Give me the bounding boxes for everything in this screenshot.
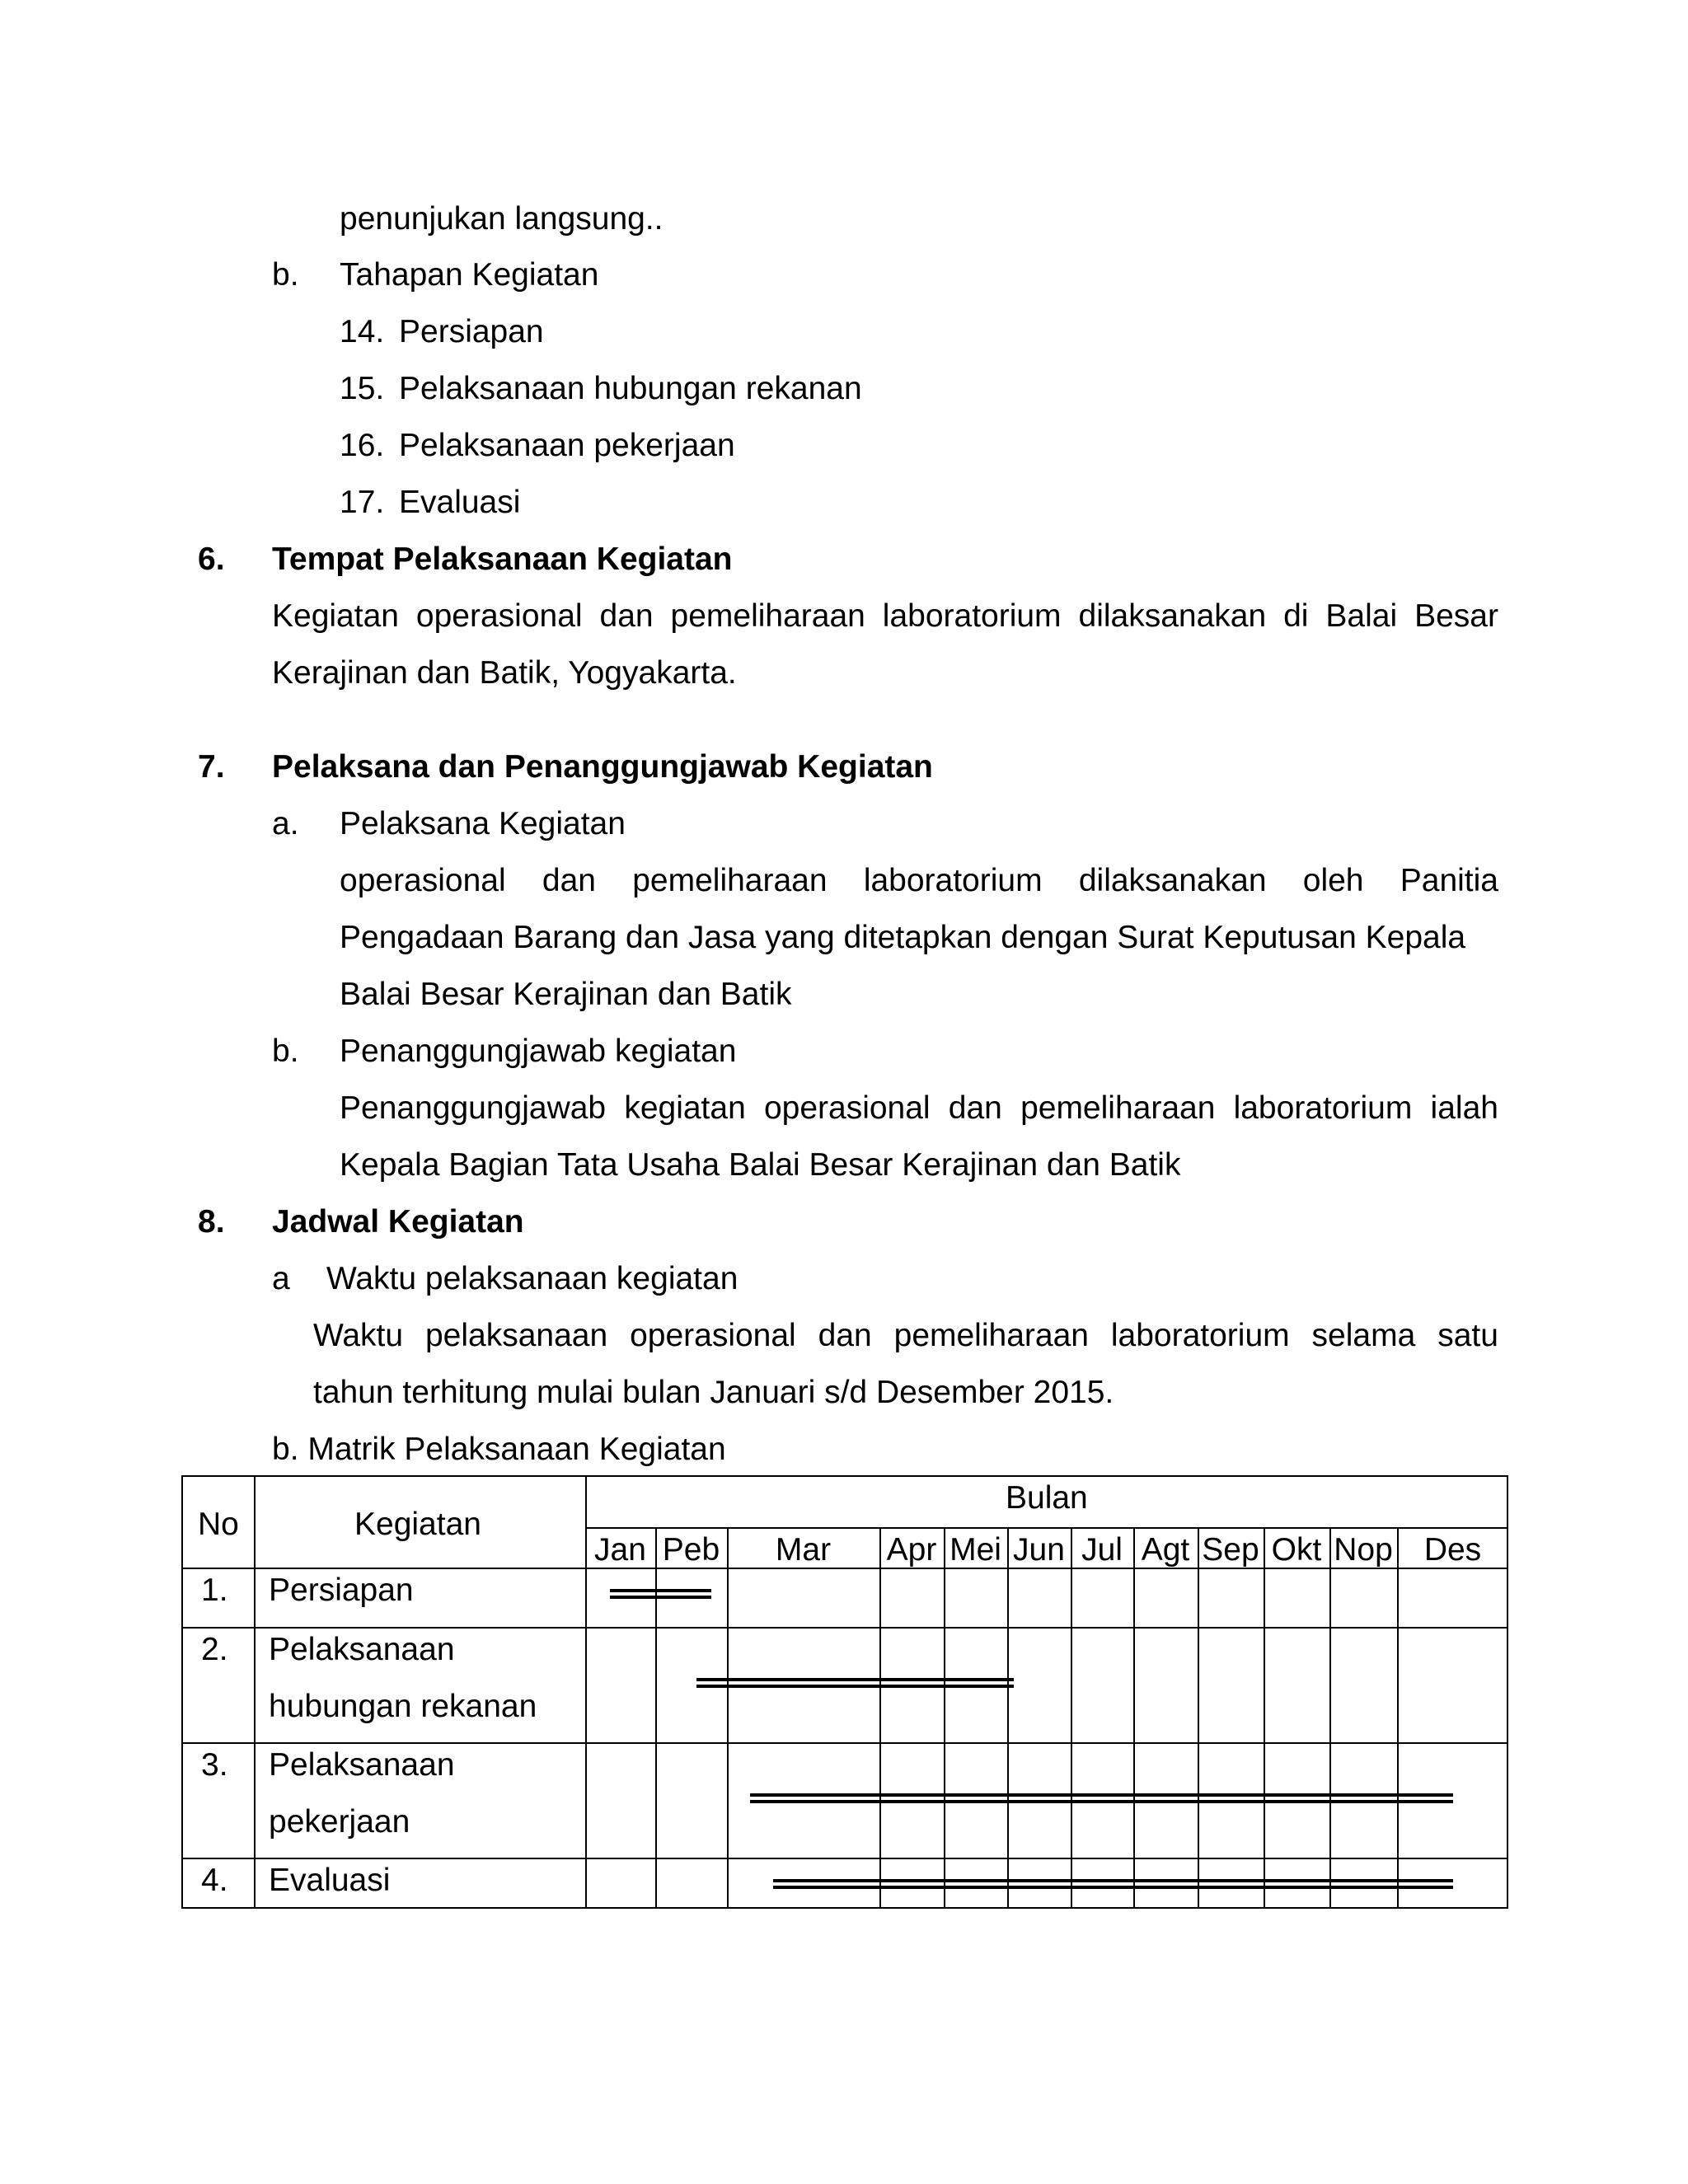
month-header: Apr [886,1532,937,1568]
section7-title: Pelaksana dan Penanggungjawab Kegiatan [272,749,933,785]
section7b-line2: Kepala Bagian Tata Usaha Balai Besar Kerajinan dan Batik [340,1147,1181,1183]
table-border-top [181,1475,1508,1477]
row-number: 1. [201,1572,228,1608]
section8b-title: b. Matrik Pelaksanaan Kegiatan [272,1432,726,1467]
tahapan-item-text: Evaluasi [399,485,521,520]
section6-paragraph-line1: Kegiatan operasional dan pemeliharaan laboratorium dilaksanakan di Balai Besar [272,598,1498,634]
section8a-title: Waktu pelaksanaan kegiatan [326,1261,738,1296]
table-month-col-line [1007,1527,1009,1909]
month-header: Mar [775,1532,832,1568]
schedule-bar [696,1678,1014,1688]
header-bulan: Bulan [1006,1480,1088,1516]
section8a-line2: tahun terhitung mulai bulan Januari s/d Desember 2015. [313,1375,1114,1410]
table-row-line [181,1858,1508,1859]
month-header: Peb [662,1532,720,1568]
table-line-months [585,1527,1508,1529]
row-kegiatan: Persiapan [269,1572,414,1608]
continuation-text: penunjukan langsung.. [340,201,663,237]
row-kegiatan: pekerjaan [269,1804,410,1840]
section8a-line1: Waktu pelaksanaan operasional dan pemeliharaan laboratorium selama satu [313,1318,1498,1353]
table-col-line [254,1475,256,1909]
month-header: Nop [1334,1532,1393,1568]
month-header: Des [1423,1532,1482,1568]
row-number: 2. [201,1632,228,1667]
table-border-left [181,1475,183,1909]
month-header: Okt [1271,1532,1322,1568]
section8-title: Jadwal Kegiatan [272,1204,524,1240]
row-number: 4. [201,1863,228,1898]
tahapan-item-num: 17. [340,485,385,520]
tahapan-item-text: Persiapan [399,314,544,349]
tahapan-item-num: 16. [340,428,385,463]
row-kegiatan: hubungan rekanan [269,1689,537,1724]
section7a-title: Pelaksana Kegiatan [340,806,626,841]
month-header: Jan [594,1532,646,1568]
table-month-col-line [1329,1527,1331,1909]
table-row-line [181,1742,1508,1744]
schedule-matrix-table [181,1475,1508,1909]
section7a-line3: Balai Besar Kerajinan dan Batik [340,977,792,1012]
tahapan-item-num: 14. [340,314,385,349]
tahapan-item-num: 15. [340,371,385,406]
section7b-title: Penanggungjawab kegiatan [340,1033,737,1069]
table-month-col-line [727,1527,729,1909]
row-number: 3. [201,1747,228,1783]
table-month-col-line [944,1527,945,1909]
section7b-marker: b. [272,1033,299,1069]
month-header: Mei [950,1532,1001,1568]
tahapan-item-text: Pelaksanaan hubungan rekanan [399,371,862,406]
section7a-marker: a. [272,806,299,841]
row-kegiatan: Evaluasi [269,1863,391,1898]
section8a-marker: a [272,1261,290,1296]
section7a-line2: Pengadaan Barang dan Jasa yang ditetapkan dengan Surat Keputusan Kepala [340,920,1466,955]
table-month-col-line [879,1527,881,1909]
header-kegiatan: Kegiatan [354,1507,481,1542]
table-row-line [181,1627,1508,1629]
section6-paragraph-line2: Kerajinan dan Batik, Yogyakarta. [272,655,737,691]
month-header: Sep [1202,1532,1259,1568]
row-kegiatan: Pelaksanaan [269,1747,455,1783]
section7a-line1: operasional dan pemeliharaan laboratorium dilaksanakan oleh Panitia [340,863,1498,898]
schedule-bar [610,1589,711,1599]
section7-number: 7. [198,749,225,785]
header-no: No [198,1507,239,1542]
section7b-line1: Penanggungjawab kegiatan operasional dan pemeliharaan laboratorium ialah [340,1090,1498,1126]
table-month-col-line [1397,1527,1399,1909]
table-month-col-line [1198,1527,1199,1909]
table-border-bottom [181,1907,1508,1909]
schedule-bar [773,1879,1453,1889]
tahapan-item-text: Pelaksanaan pekerjaan [399,428,735,463]
table-month-col-line [655,1527,657,1909]
month-header: Jun [1013,1532,1065,1568]
section6-title: Tempat Pelaksanaan Kegiatan [272,541,733,577]
table-row-line [181,1568,1508,1569]
tahapan-title: Tahapan Kegiatan [340,257,599,293]
month-header: Agt [1141,1532,1190,1568]
month-header: Jul [1081,1532,1123,1568]
schedule-bar [750,1793,1453,1803]
table-month-col-line [1071,1527,1072,1909]
section8-number: 8. [198,1204,225,1240]
table-month-col-line [1264,1527,1265,1909]
row-kegiatan: Pelaksanaan [269,1632,455,1667]
section6-number: 6. [198,541,225,577]
table-month-col-line [1133,1527,1135,1909]
tahapan-marker: b. [272,257,299,293]
